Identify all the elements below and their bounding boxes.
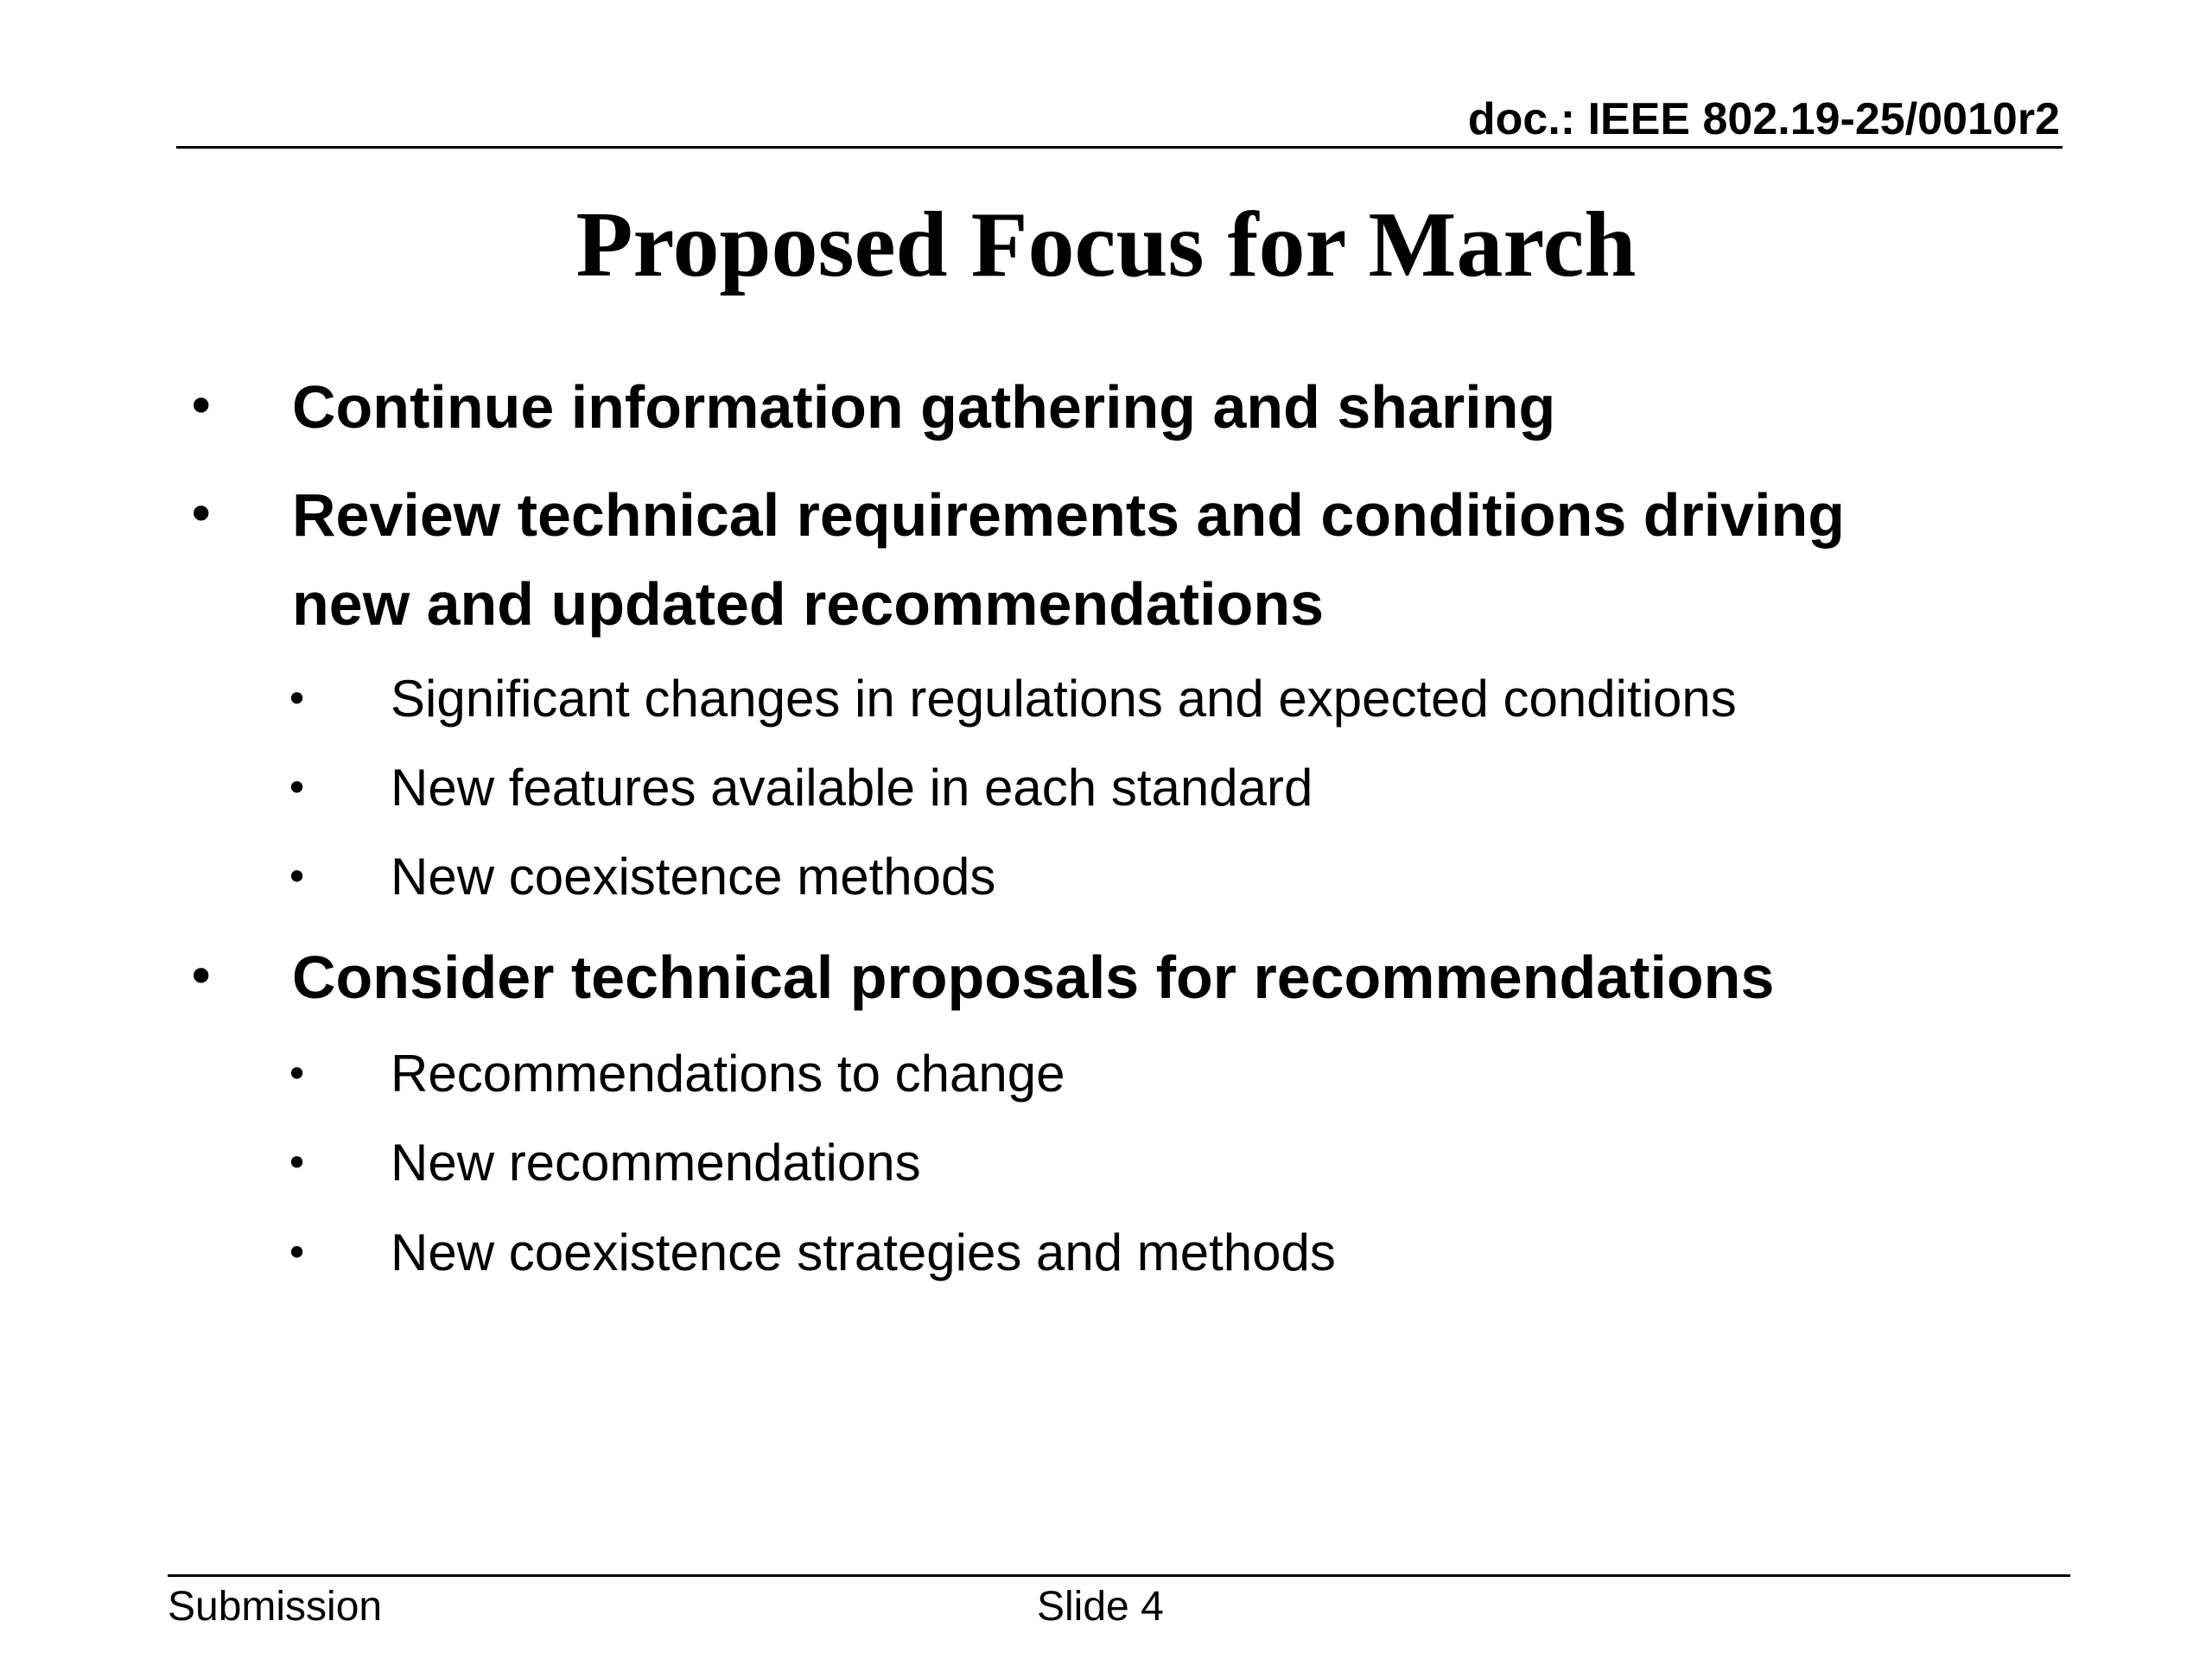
subbullet-text: New features available in each standard <box>391 759 1313 817</box>
subbullet-marker: • <box>285 1230 309 1276</box>
bullet-text: Review technical requirements and conditions driving <box>292 481 1846 549</box>
subbullet-marker: • <box>285 765 309 811</box>
subbullet-marker: • <box>285 1051 309 1097</box>
slide-number: Slide 4 <box>1037 1584 1164 1630</box>
subbullet-text: Significant changes in regulations and expected conditions <box>391 670 1737 728</box>
bullet-text: Continue information gathering and sharing <box>292 373 1556 441</box>
subbullet-marker: • <box>285 676 309 722</box>
footer-submission: Submission <box>168 1584 383 1630</box>
bullet-text: Consider technical proposals for recommendations <box>292 944 1775 1011</box>
subbullet-marker: • <box>285 1140 309 1186</box>
subbullet-text: New coexistence strategies and methods <box>391 1224 1336 1281</box>
bullet-marker: • <box>186 947 217 1007</box>
footer-rule <box>168 1574 2070 1577</box>
bullet-marker: • <box>186 485 217 545</box>
subbullet-text: New coexistence methods <box>391 848 996 906</box>
header-rule <box>176 146 2063 149</box>
document-id: doc.: IEEE 802.19-25/0010r2 <box>1467 94 2060 144</box>
subbullet-text: Recommendations to change <box>391 1045 1065 1103</box>
subbullet-text: New recommendations <box>391 1134 921 1192</box>
bullet-text: new and updated recommendations <box>292 570 1325 638</box>
bullet-marker: • <box>186 377 217 437</box>
subbullet-marker: • <box>285 854 309 900</box>
slide-title: Proposed Focus for March <box>575 194 1637 296</box>
